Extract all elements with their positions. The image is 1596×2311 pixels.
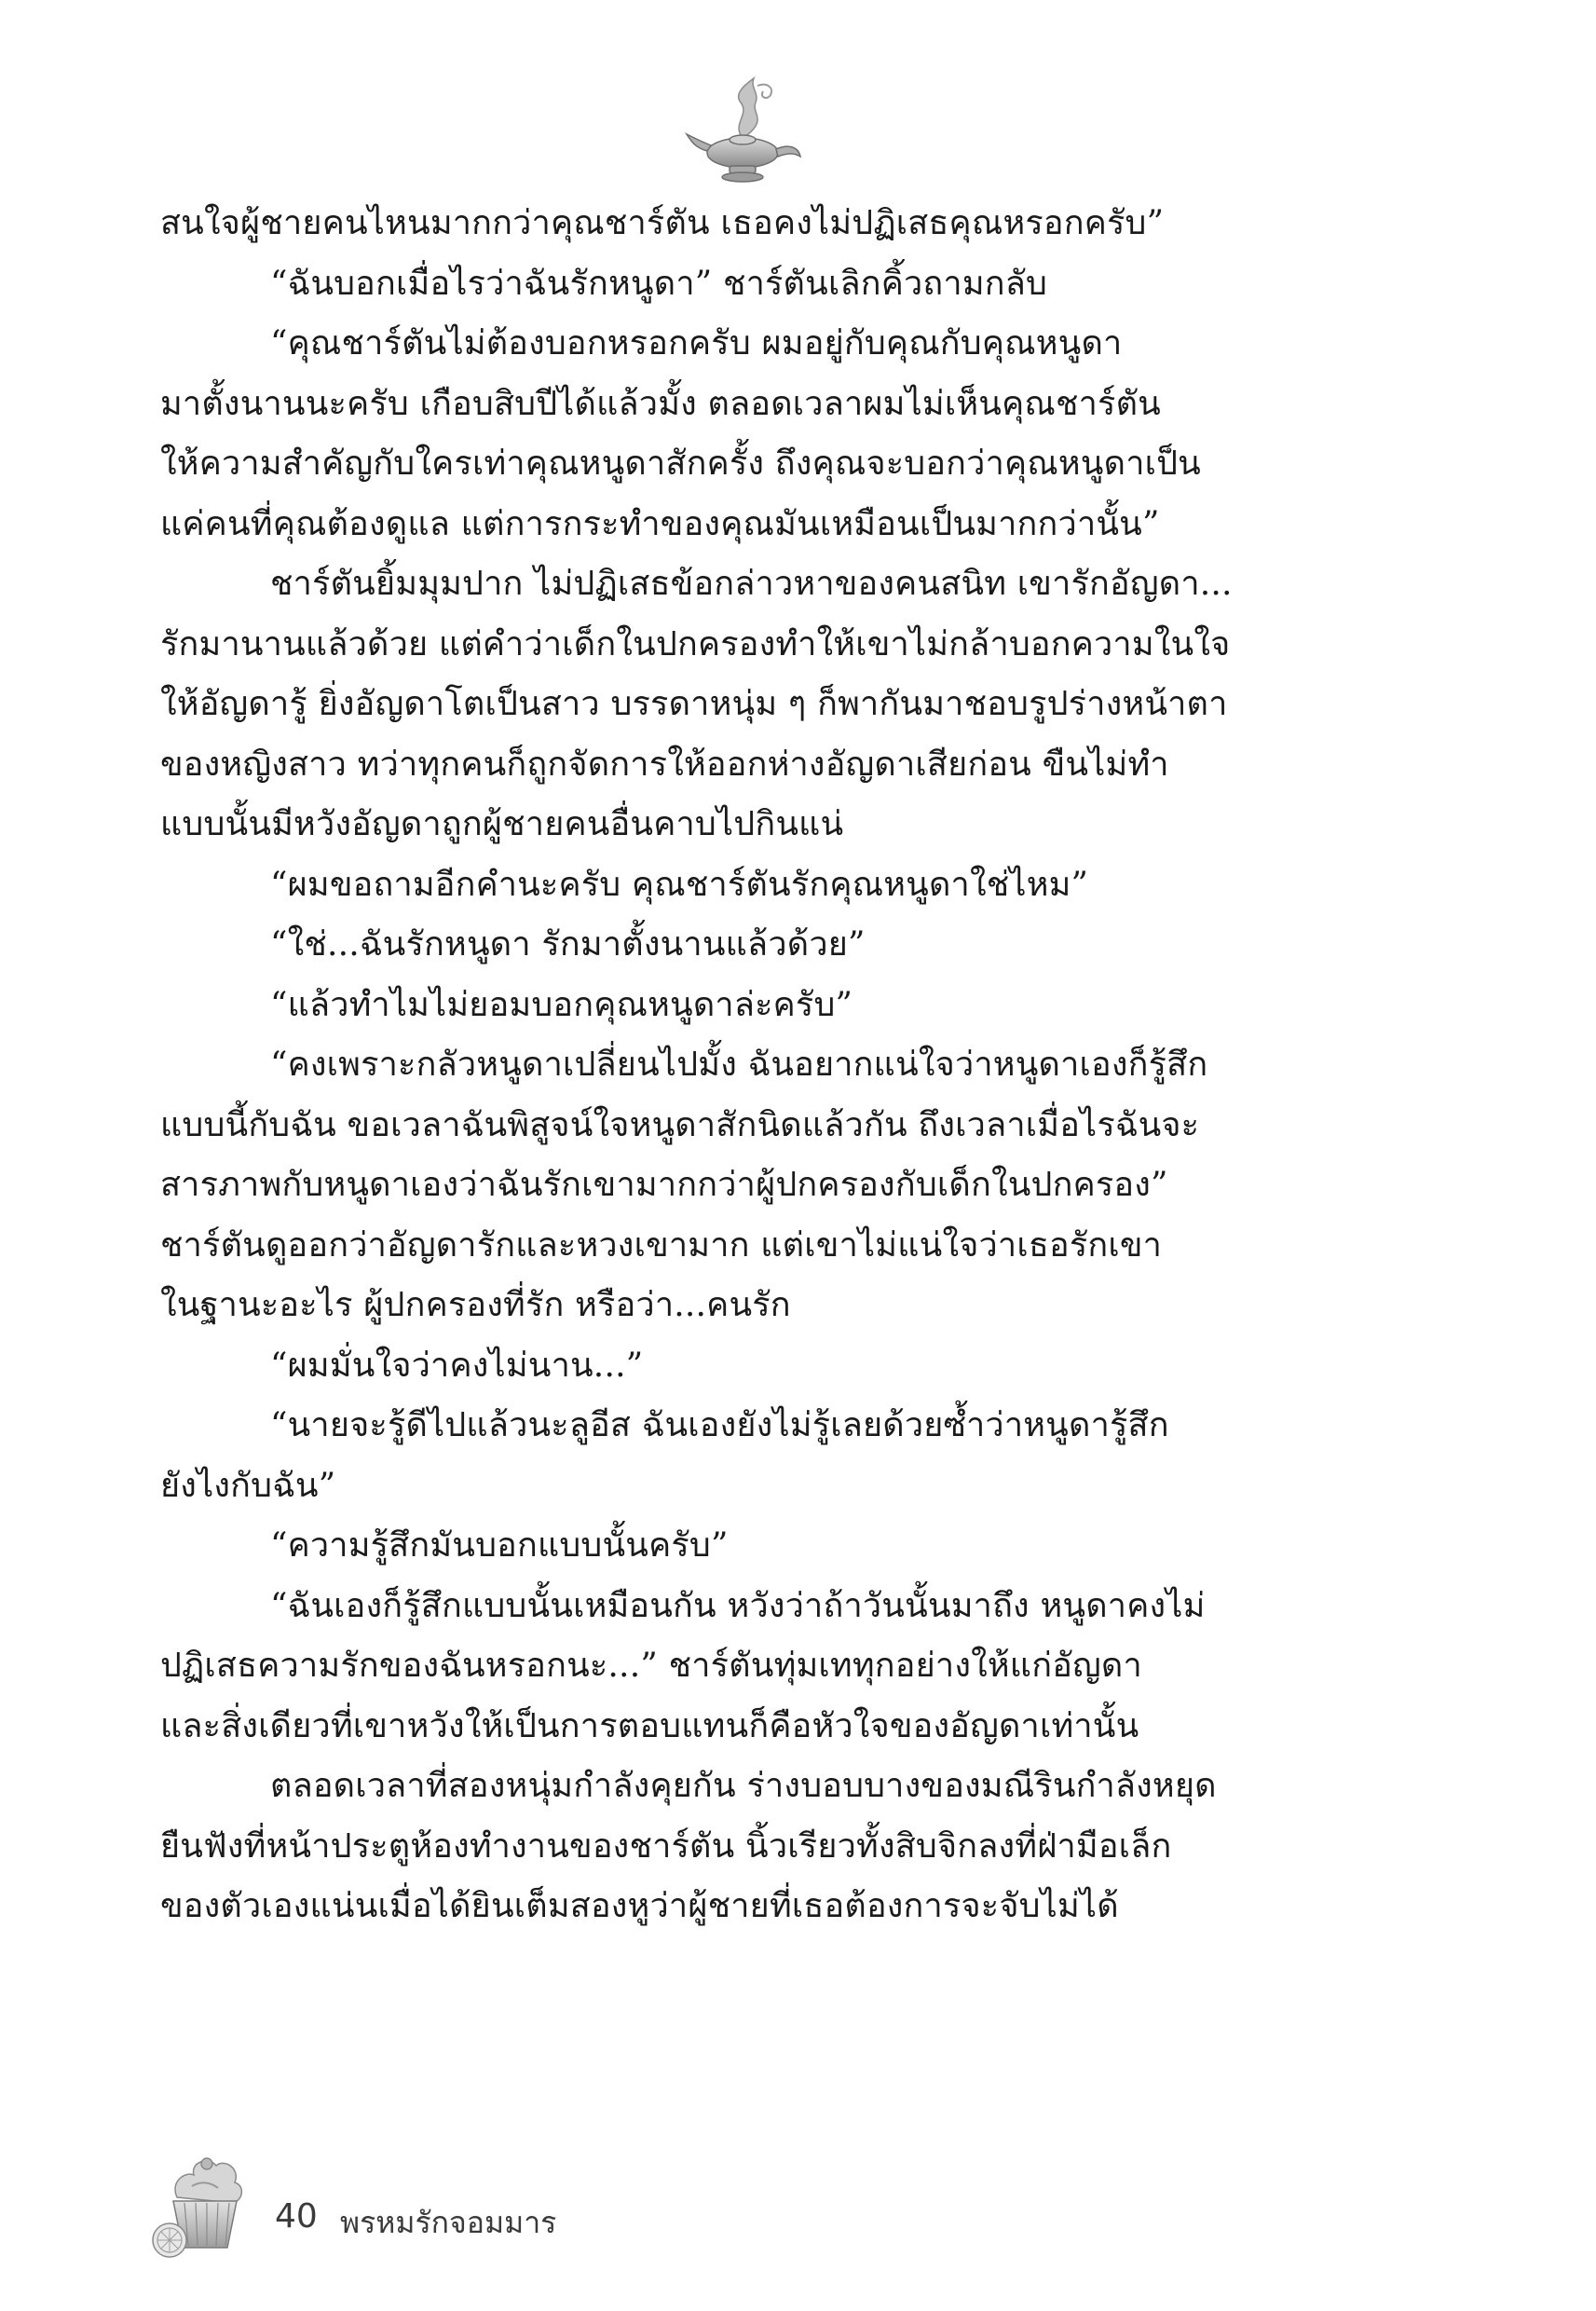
text-line: รักมานานแล้วด้วย แต่คำว่าเด็กในปกครองทำให้เขาไม่กล้าบอกความในใจ: [160, 624, 1231, 663]
text-line: และสิ่งเดียวที่เขาหวังให้เป็นการตอบแทนก็คือหัวใจของอัญดาเท่านั้น: [160, 1706, 1139, 1745]
text-line: ตลอดเวลาที่สองหนุ่มกำลังคุยกัน ร่างบอบบางของมณีรินกำลังหยุด: [270, 1767, 1217, 1805]
text-line: สารภาพกับหนูดาเองว่าฉันรักเขามากกว่าผู้ปกครองกับเด็กในปกครอง”: [160, 1166, 1168, 1204]
text-line: แค่คนที่คุณต้องดูแล แต่การกระทำของคุณมันเหมือนเป็นมากกว่านั้น”: [160, 504, 1160, 543]
text-line: “ฉันบอกเมื่อไรว่าฉันรักหนูดา” ชาร์ตันเลิกคิ้วถามกลับ: [270, 264, 1048, 303]
text-line: ยืนฟังที่หน้าประตูห้องทำงานของชาร์ตัน นิ้วเรียวทั้งสิบจิกลงที่ฝ่ามือเล็ก: [160, 1826, 1172, 1866]
text-line: ชาร์ตันยิ้มมุมปาก ไม่ปฏิเสธข้อกล่าวหาของคนสนิท เขารักอัญดา...: [270, 565, 1233, 603]
page-number: 40: [275, 2197, 318, 2236]
cupcake-icon: [149, 2143, 261, 2264]
text-line: “คงเพราะกลัวหนูดาเปลี่ยนไปมั้ง ฉันอยากแน่ใจว่าหนูดาเองก็รู้สึก: [270, 1046, 1208, 1084]
text-line: ในฐานะอะไร ผู้ปกครองที่รัก หรือว่า...คนรัก: [160, 1286, 791, 1324]
text-line: “คุณชาร์ตันไม่ต้องบอกหรอกครับ ผมอยู่กับคุณกับคุณหนูดา: [270, 324, 1123, 362]
text-line: “ผมขอถามอีกคำนะครับ คุณชาร์ตันรักคุณหนูดาใช่ไหม”: [270, 865, 1089, 904]
text-line: แบบนั้นมีหวังอัญดาถูกผู้ชายคนอื่นคาบไปกินแน่: [160, 805, 844, 843]
genie-lamp-icon: [685, 73, 806, 185]
text-line: “ฉันเองก็รู้สึกแบบนั้นเหมือนกัน หวังว่าถ้าวันนั้นมาถึง หนูดาคงไม่: [270, 1586, 1206, 1625]
text-line: มาตั้งนานนะครับ เกือบสิบปีได้แล้วมั้ง ตลอดเวลาผมไม่เห็นคุณชาร์ตัน: [160, 384, 1161, 423]
book-title: พรหมรักจอมมาร: [340, 2205, 557, 2240]
text-line: สนใจผู้ชายคนไหนมากกว่าคุณชาร์ตัน เธอคงไม่ปฏิเสธคุณหรอกครับ”: [160, 204, 1165, 242]
text-line: ชาร์ตันดูออกว่าอัญดารักและหวงเขามาก แต่เขาไม่แน่ใจว่าเธอรักเขา: [160, 1225, 1163, 1265]
text-line: “แล้วทำไมไม่ยอมบอกคุณหนูดาล่ะครับ”: [270, 985, 853, 1024]
text-line: “ความรู้สึกมันบอกแบบนั้นครับ”: [270, 1526, 729, 1565]
text-line: ให้อัญดารู้ ยิ่งอัญดาโตเป็นสาว บรรดาหนุ่ม ๆ ก็พากันมาชอบรูปร่างหน้าตา: [160, 685, 1228, 723]
text-line: แบบนี้กับฉัน ขอเวลาฉันพิสูจน์ใจหนูดาสักนิดแล้วกัน ถึงเวลาเมื่อไรฉันจะ: [160, 1105, 1200, 1144]
text-line: ของหญิงสาว ทว่าทุกคนก็ถูกจัดการให้ออกห่างอัญดาเสียก่อน ขืนไม่ทำ: [160, 745, 1169, 784]
page-footer: [149, 2143, 801, 2264]
body-text: [160, 194, 1334, 1937]
text-line: “ผมมั่นใจว่าคงไม่นาน...”: [270, 1346, 644, 1385]
text-line: ยังไงกับฉัน”: [160, 1466, 336, 1505]
text-line: ปฏิเสธความรักของฉันหรอกนะ...” ชาร์ตันทุ่มเททุกอย่างให้แก่อัญดา: [160, 1647, 1142, 1685]
text-line: ของตัวเองแน่นเมื่อได้ยินเต็มสองหูว่าผู้ชายที่เธอต้องการจะจับไม่ได้: [160, 1887, 1119, 1925]
text-line: “นายจะรู้ดีไปแล้วนะลูอีส ฉันเองยังไม่รู้เลยด้วยซ้ำว่าหนูดารู้สึก: [270, 1406, 1169, 1444]
text-line: “ใช่...ฉันรักหนูดา รักมาตั้งนานแล้วด้วย”: [270, 925, 866, 964]
text-line: ให้ความสำคัญกับใครเท่าคุณหนูดาสักครั้ง ถึงคุณจะบอกว่าคุณหนูดาเป็น: [160, 444, 1201, 483]
